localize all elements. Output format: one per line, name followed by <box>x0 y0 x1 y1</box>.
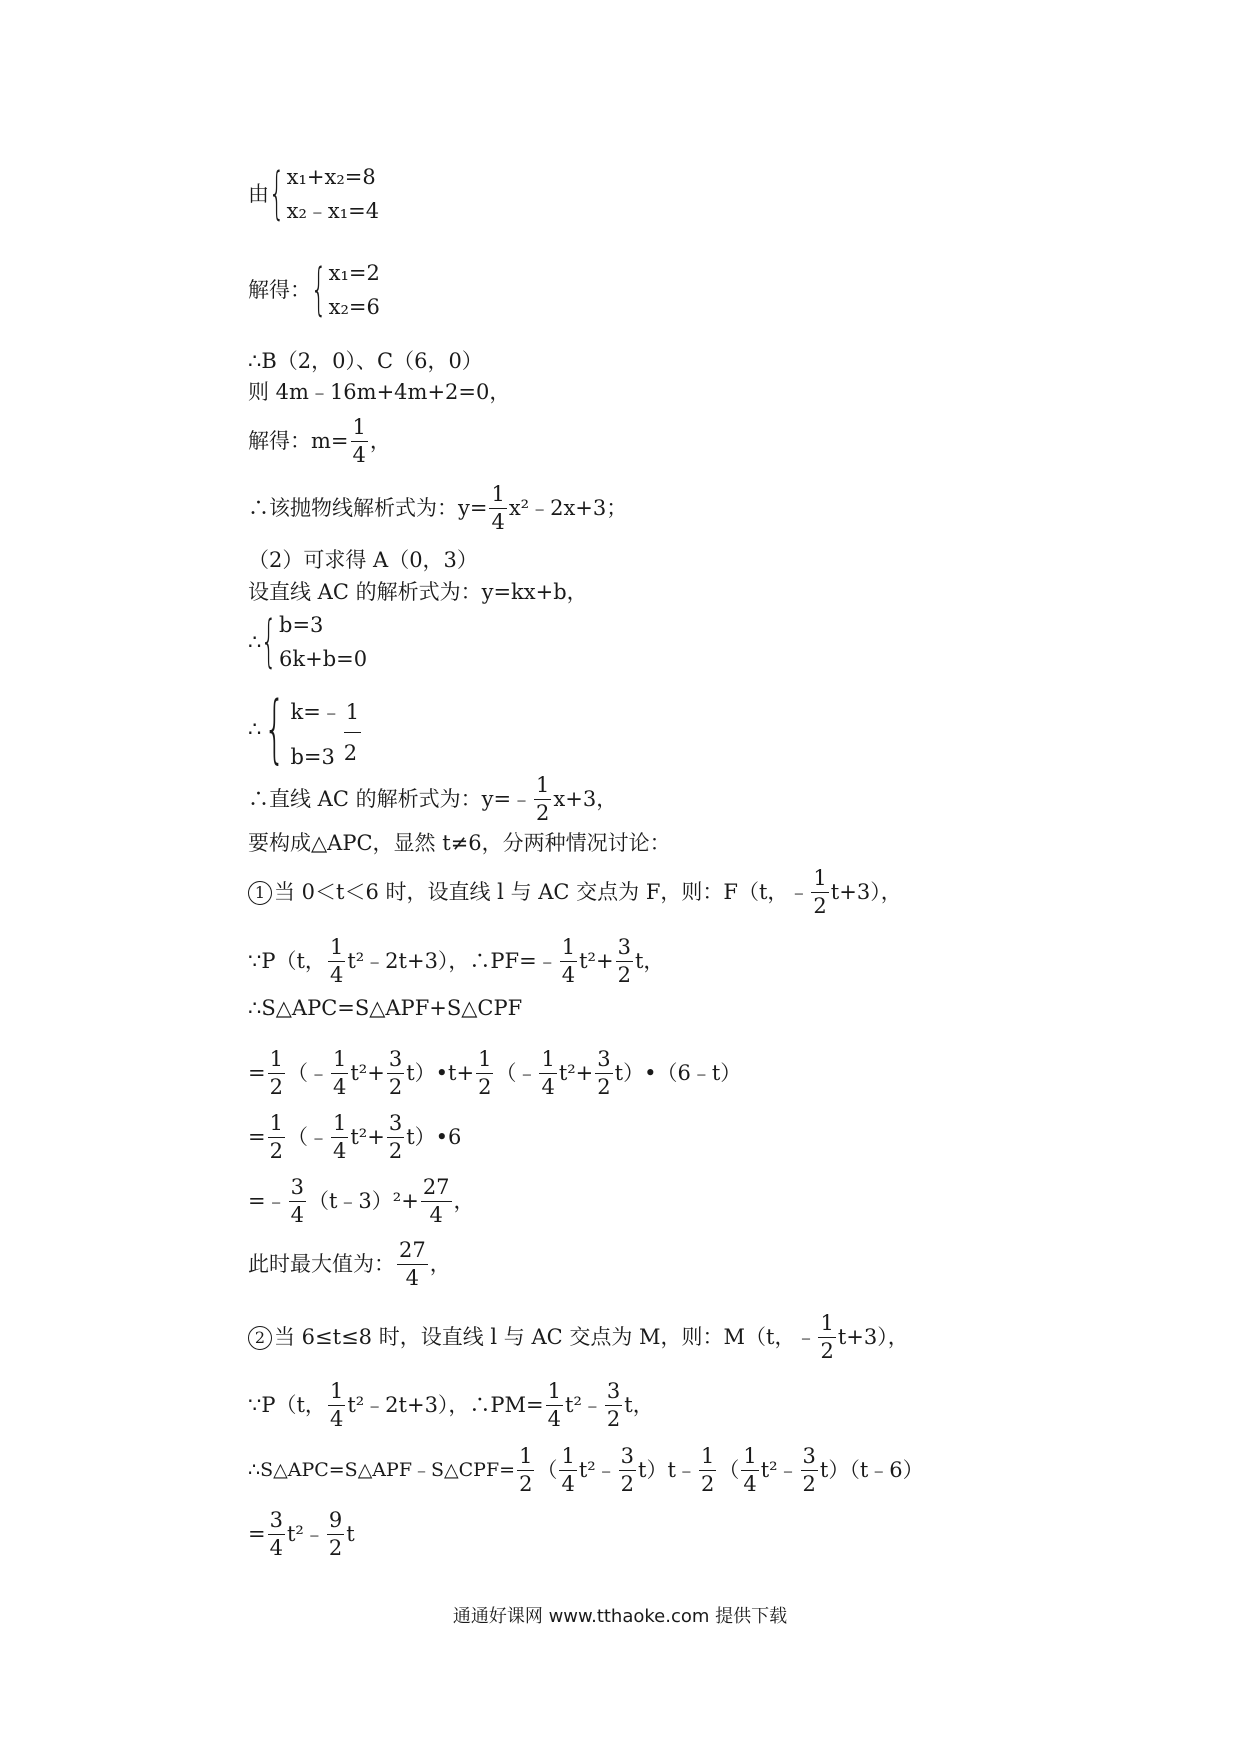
text: ∴直线 AC 的解析式为：y=﹣ <box>248 787 533 811</box>
fraction: $\frac{1}{2}$ <box>478 1047 492 1099</box>
line-area-diff: ∴S△APC=S△APF﹣S△CPF= $\frac{1}{2}$ （ 1 4 t²﹣ 3 2 t）t﹣ 1 2 （ 1 4 t²﹣ 3 2 t）（t﹣6） <box>248 1444 924 1496</box>
fraction: 1 4 <box>561 935 576 987</box>
line-case-1 <box>248 868 902 917</box>
text: t+3）， <box>830 880 902 904</box>
line-pf: ∵P（t， 1 4 t²﹣2t+3），∴PF=﹣ 1 4 t²+ $\frac{3}{2}$ t， <box>248 935 665 987</box>
line-solution-x <box>248 256 380 324</box>
fraction: 9 2 <box>328 1508 343 1560</box>
line-points-bc <box>248 351 483 372</box>
text: （2）可求得 A（0，3） <box>248 548 478 572</box>
fraction: $\frac{1}{4}$ <box>547 1379 562 1431</box>
line-part-2 <box>248 550 478 571</box>
line-cases-intro <box>248 833 671 854</box>
fraction: 1 4 <box>541 1047 555 1099</box>
fraction: 3 2 <box>620 1444 635 1496</box>
text: x²﹣2x+3； <box>508 496 628 520</box>
circled-number: 1 <box>248 881 272 905</box>
fraction: 1 2 <box>344 695 361 729</box>
line-area-simplify: = $\frac{1}{2}$ （﹣ 1 4 t²+ $\frac{3}{2}$ t）•6 <box>248 1111 462 1163</box>
line-system-kb <box>248 608 367 676</box>
left-brace: { <box>261 609 278 674</box>
line-max-value: 此时最大值为： 27 4 ， <box>248 1238 451 1290</box>
fraction: 3 4 <box>290 1175 304 1227</box>
fraction: 1 2 <box>536 773 550 825</box>
equation-row: x₂=6 <box>328 295 380 319</box>
text: 由 <box>248 181 269 206</box>
line-pm: ∵P（t， 1 4 t²﹣2t+3），∴PM= $\frac{1}{4}$ t²﹣ 3 2 t， <box>248 1379 654 1431</box>
fraction: $\frac{1}{2}$ <box>269 1047 283 1099</box>
text: 则 4m﹣16m+4m+2=0， <box>248 380 511 404</box>
text: 当 0＜t＜6 时，设直线 l 与 AC 交点为 F，则：F（t，﹣ <box>274 880 810 904</box>
fraction: 1 4 <box>332 1047 347 1099</box>
equation-row: b=3 <box>290 745 335 769</box>
line-area-sum <box>248 998 522 1019</box>
equation-row: x₁=2 <box>328 261 380 285</box>
text: 解得： <box>248 277 311 302</box>
equation-system <box>269 160 379 228</box>
line-system-sum <box>248 160 379 228</box>
equation-system <box>261 684 363 774</box>
equation-system <box>261 608 367 676</box>
line-area-vertex: =﹣ 3 4 （t﹣3）²+ $\frac{27}{4}$ ， <box>248 1175 475 1227</box>
fraction: 27 4 <box>399 1238 426 1290</box>
equation-row: b=3 <box>279 613 324 637</box>
text: ∴该抛物线解析式为：y= <box>248 496 488 520</box>
fraction: 1 4 <box>329 935 344 987</box>
line-case-2: 2 当 6≤t≤8 时，设直线 l 与 AC 交点为 M，则：M（t，﹣ 1 2 t+3）， <box>248 1313 909 1362</box>
fraction: $\frac{1}{4}$ <box>352 415 366 467</box>
line-equation-m <box>248 382 510 403</box>
fraction: $\frac{1}{2}$ <box>519 1444 533 1496</box>
line-parabola <box>248 484 627 533</box>
equation-system <box>311 256 380 324</box>
fraction: $\frac{3}{2}$ <box>388 1047 403 1099</box>
fraction: 1 4 <box>561 1444 575 1496</box>
fraction: 1 2 <box>813 866 827 918</box>
equation-row: x₁+x₂=8 <box>286 165 376 189</box>
line-area-result: = $\frac{3}{4}$ t²﹣ 9 2 t <box>248 1508 355 1560</box>
left-brace: { <box>264 686 286 772</box>
text: 设直线 AC 的解析式为：y=kx+b， <box>248 580 588 604</box>
text: x+3， <box>553 787 618 811</box>
fraction: 3 2 <box>606 1379 621 1431</box>
fraction: 3 2 <box>802 1444 816 1496</box>
fraction: $\frac{27}{4}$ <box>422 1175 450 1227</box>
text: ∴S△APC=S△APF+S△CPF <box>248 996 523 1020</box>
text: ， <box>369 429 391 453</box>
fraction: $\frac{3}{2}$ <box>597 1047 611 1099</box>
text: ∴ <box>248 629 262 654</box>
fraction: 1 2 <box>820 1311 834 1363</box>
line-area-expand: = $\frac{1}{2}$ （﹣ 1 4 t²+ $\frac{3}{2}$ t）•t+ $\frac{1}{2}$ （﹣ 1 4 t²+ $\frac{3}{2}$ t）•（6﹣t） <box>248 1047 742 1099</box>
equation-row: 6k+b=0 <box>279 647 368 671</box>
fraction: 1 4 <box>332 1111 347 1163</box>
fraction: $\frac{1}{2}$ <box>269 1111 283 1163</box>
text: ∴B（2，0）、C（6，0） <box>248 349 483 373</box>
page-footer: 通通好课网 www.tthaoke.com 提供下载 <box>452 1606 788 1627</box>
line-ac-formula <box>248 775 617 824</box>
fraction: $\frac{3}{2}$ <box>617 935 631 987</box>
fraction: $\frac{3}{2}$ <box>388 1111 403 1163</box>
text: 解得：m= <box>248 429 349 453</box>
fraction: $\frac{3}{4}$ <box>269 1508 283 1560</box>
fraction: 1 4 <box>329 1379 344 1431</box>
line-set-ac <box>248 582 588 603</box>
line-solve-m <box>248 417 391 466</box>
fraction: $\frac{1}{4}$ <box>491 482 505 534</box>
circled-number: 2 <box>248 1326 272 1350</box>
text: 要构成△APC，显然 t≠6，分两种情况讨论： <box>248 831 671 855</box>
line-solution-kb <box>248 684 363 774</box>
fraction: 1 4 <box>743 1444 757 1496</box>
left-brace: { <box>268 161 285 226</box>
left-brace: { <box>310 257 327 322</box>
equation-row: x₂﹣x₁=4 <box>286 199 380 223</box>
fraction: 1 2 <box>700 1444 715 1496</box>
equation-row: k=﹣ 1 2 <box>290 684 363 740</box>
text: ∴ <box>248 716 262 741</box>
